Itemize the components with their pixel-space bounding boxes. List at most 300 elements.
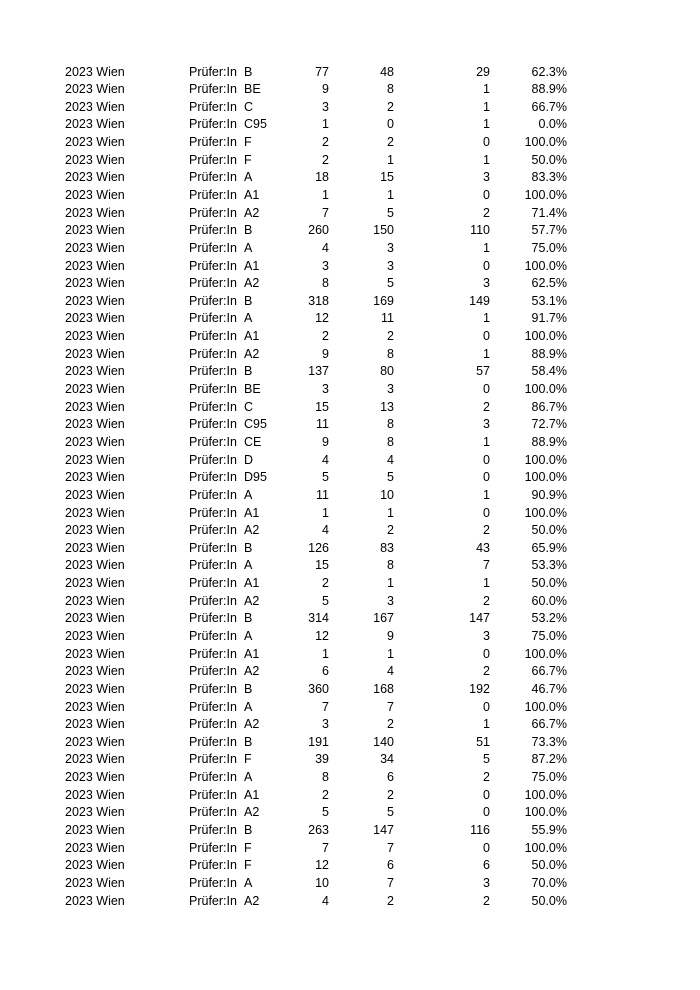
- total-count-cell: 3: [322, 382, 329, 397]
- passed-count-cell: 5: [387, 805, 394, 820]
- role-cell: Prüfer:In: [189, 523, 237, 538]
- role-cell: Prüfer:In: [189, 99, 237, 114]
- table-row: [0, 81, 700, 99]
- license-class-cell: C95: [244, 117, 267, 132]
- year-city-cell: 2023 Wien: [65, 364, 125, 379]
- table-row: [0, 822, 700, 840]
- failed-count-cell: 1: [483, 82, 490, 97]
- pass-rate-cell: 66.7%: [531, 99, 567, 114]
- license-class-cell: A1: [244, 329, 260, 344]
- license-class-cell: A1: [244, 787, 260, 802]
- passed-count-cell: 8: [387, 558, 394, 573]
- failed-count-cell: 0: [483, 787, 490, 802]
- total-count-cell: 5: [322, 805, 329, 820]
- license-class-cell: B: [244, 681, 253, 696]
- table-row: [0, 469, 700, 487]
- year-city-cell: 2023 Wien: [65, 205, 125, 220]
- pass-rate-cell: 86.7%: [531, 399, 567, 414]
- pass-rate-cell: 75.0%: [531, 770, 567, 785]
- year-city-cell: 2023 Wien: [65, 523, 125, 538]
- failed-count-cell: 57: [476, 364, 490, 379]
- total-count-cell: 5: [322, 470, 329, 485]
- year-city-cell: 2023 Wien: [65, 346, 125, 361]
- pass-rate-cell: 100.0%: [524, 382, 567, 397]
- failed-count-cell: 6: [483, 858, 490, 873]
- role-cell: Prüfer:In: [189, 258, 237, 273]
- table-row: [0, 716, 700, 734]
- pass-rate-cell: 88.9%: [531, 346, 567, 361]
- license-class-cell: B: [244, 223, 253, 238]
- license-class-cell: A2: [244, 717, 260, 732]
- total-count-cell: 8: [322, 276, 329, 291]
- pass-rate-cell: 57.7%: [531, 223, 567, 238]
- role-cell: Prüfer:In: [189, 434, 237, 449]
- failed-count-cell: 3: [483, 629, 490, 643]
- passed-count-cell: 2: [387, 135, 394, 150]
- table-row: [0, 593, 700, 611]
- table-row: [0, 787, 700, 805]
- role-cell: Prüfer:In: [189, 629, 237, 643]
- passed-count-cell: 5: [387, 276, 394, 291]
- pass-rate-cell: 0.0%: [538, 117, 567, 132]
- failed-count-cell: 2: [483, 893, 490, 908]
- license-class-cell: C: [244, 99, 254, 114]
- license-class-cell: F: [244, 858, 252, 873]
- failed-count-cell: 0: [483, 452, 490, 467]
- year-city-cell: 2023 Wien: [65, 646, 125, 661]
- table-row: [0, 452, 700, 470]
- pass-rate-cell: 91.7%: [531, 311, 567, 326]
- license-class-cell: CE: [244, 434, 262, 449]
- total-count-cell: 314: [308, 611, 329, 626]
- year-city-cell: 2023 Wien: [65, 399, 125, 414]
- license-class-cell: F: [244, 135, 252, 150]
- passed-count-cell: 0: [387, 117, 394, 132]
- failed-count-cell: 1: [483, 434, 490, 449]
- license-class-cell: F: [244, 840, 252, 855]
- role-cell: Prüfer:In: [189, 293, 237, 308]
- pass-rate-cell: 100.0%: [524, 787, 567, 802]
- table-row: [0, 310, 700, 328]
- passed-count-cell: 3: [387, 258, 394, 273]
- passed-count-cell: 6: [387, 770, 394, 785]
- pass-rate-cell: 100.0%: [524, 452, 567, 467]
- failed-count-cell: 2: [483, 523, 490, 538]
- role-cell: Prüfer:In: [189, 593, 237, 608]
- passed-count-cell: 8: [387, 346, 394, 361]
- role-cell: Prüfer:In: [189, 893, 237, 908]
- table-row: [0, 152, 700, 170]
- table-row: [0, 169, 700, 187]
- passed-count-cell: 2: [387, 893, 394, 908]
- table-row: [0, 258, 700, 276]
- failed-count-cell: 0: [483, 135, 490, 150]
- pass-rate-cell: 75.0%: [531, 629, 567, 643]
- license-class-cell: A1: [244, 505, 260, 520]
- year-city-cell: 2023 Wien: [65, 152, 125, 167]
- passed-count-cell: 2: [387, 523, 394, 538]
- table-row: [0, 346, 700, 364]
- table-row: [0, 381, 700, 399]
- pass-rate-cell: 62.5%: [531, 276, 567, 291]
- table-row: [0, 734, 700, 752]
- passed-count-cell: 7: [387, 699, 394, 714]
- passed-count-cell: 10: [380, 487, 394, 502]
- role-cell: Prüfer:In: [189, 152, 237, 167]
- year-city-cell: 2023 Wien: [65, 805, 125, 820]
- failed-count-cell: 1: [483, 717, 490, 732]
- passed-count-cell: 80: [380, 364, 394, 379]
- total-count-cell: 263: [308, 823, 329, 838]
- license-class-cell: B: [244, 540, 253, 555]
- license-class-cell: A: [244, 487, 253, 502]
- total-count-cell: 12: [315, 858, 329, 873]
- failed-count-cell: 1: [483, 311, 490, 326]
- pass-rate-cell: 50.0%: [531, 576, 567, 591]
- role-cell: Prüfer:In: [189, 117, 237, 132]
- role-cell: Prüfer:In: [189, 82, 237, 97]
- year-city-cell: 2023 Wien: [65, 734, 125, 749]
- pass-rate-cell: 100.0%: [524, 505, 567, 520]
- role-cell: Prüfer:In: [189, 752, 237, 767]
- pass-rate-cell: 58.4%: [531, 364, 567, 379]
- table-row: [0, 610, 700, 628]
- license-class-cell: A: [244, 629, 253, 643]
- year-city-cell: 2023 Wien: [65, 875, 125, 890]
- license-class-cell: A: [244, 875, 253, 890]
- failed-count-cell: 1: [483, 576, 490, 591]
- pass-rate-cell: 88.9%: [531, 82, 567, 97]
- passed-count-cell: 11: [381, 311, 394, 326]
- license-class-cell: A2: [244, 523, 260, 538]
- table-row: [0, 240, 700, 258]
- table-row: [0, 99, 700, 117]
- table-row: [0, 875, 700, 893]
- failed-count-cell: 3: [483, 276, 490, 291]
- license-class-cell: A2: [244, 346, 260, 361]
- year-city-cell: 2023 Wien: [65, 840, 125, 855]
- license-class-cell: A: [244, 770, 253, 785]
- pass-rate-cell: 100.0%: [524, 470, 567, 485]
- total-count-cell: 7: [322, 205, 329, 220]
- table-row: [0, 681, 700, 699]
- year-city-cell: 2023 Wien: [65, 558, 125, 573]
- total-count-cell: 3: [322, 258, 329, 273]
- total-count-cell: 2: [322, 135, 329, 150]
- year-city-cell: 2023 Wien: [65, 770, 125, 785]
- passed-count-cell: 150: [373, 223, 394, 238]
- license-class-cell: A: [244, 240, 253, 255]
- license-class-cell: F: [244, 752, 252, 767]
- failed-count-cell: 1: [483, 240, 490, 255]
- passed-count-cell: 3: [387, 593, 394, 608]
- passed-count-cell: 2: [387, 717, 394, 732]
- passed-count-cell: 1: [387, 576, 394, 591]
- failed-count-cell: 0: [483, 646, 490, 661]
- year-city-cell: 2023 Wien: [65, 576, 125, 591]
- pass-rate-cell: 100.0%: [524, 187, 567, 202]
- table-row: [0, 487, 700, 505]
- total-count-cell: 15: [315, 558, 329, 573]
- year-city-cell: 2023 Wien: [65, 487, 125, 502]
- license-class-cell: B: [244, 64, 253, 79]
- license-class-cell: B: [244, 734, 253, 749]
- license-class-cell: A1: [244, 646, 260, 661]
- failed-count-cell: 1: [483, 487, 490, 502]
- license-class-cell: B: [244, 611, 253, 626]
- table-row: [0, 804, 700, 822]
- failed-count-cell: 192: [469, 681, 490, 696]
- total-count-cell: 5: [322, 593, 329, 608]
- table-row: [0, 628, 700, 646]
- total-count-cell: 1: [322, 187, 329, 202]
- pass-rate-cell: 87.2%: [531, 752, 567, 767]
- pass-rate-cell: 100.0%: [524, 840, 567, 855]
- table-row: [0, 857, 700, 875]
- failed-count-cell: 116: [470, 823, 490, 838]
- table-row: [0, 328, 700, 346]
- failed-count-cell: 51: [476, 734, 490, 749]
- role-cell: Prüfer:In: [189, 823, 237, 838]
- year-city-cell: 2023 Wien: [65, 417, 125, 432]
- total-count-cell: 191: [308, 734, 329, 749]
- license-class-cell: C95: [244, 417, 267, 432]
- passed-count-cell: 3: [387, 240, 394, 255]
- total-count-cell: 15: [315, 399, 329, 414]
- table-row: [0, 840, 700, 858]
- table-row: [0, 399, 700, 417]
- role-cell: Prüfer:In: [189, 452, 237, 467]
- passed-count-cell: 147: [373, 823, 394, 838]
- license-class-cell: BE: [244, 382, 261, 397]
- pass-rate-cell: 73.3%: [531, 734, 567, 749]
- total-count-cell: 2: [322, 787, 329, 802]
- pass-rate-cell: 60.0%: [531, 593, 567, 608]
- table-row: [0, 64, 700, 82]
- pass-rate-cell: 83.3%: [531, 170, 567, 185]
- failed-count-cell: 0: [483, 699, 490, 714]
- year-city-cell: 2023 Wien: [65, 752, 125, 767]
- license-class-cell: D: [244, 452, 254, 467]
- table-row: [0, 275, 700, 293]
- year-city-cell: 2023 Wien: [65, 434, 125, 449]
- table-row: [0, 434, 700, 452]
- role-cell: Prüfer:In: [189, 487, 237, 502]
- year-city-cell: 2023 Wien: [65, 117, 125, 132]
- year-city-cell: 2023 Wien: [65, 311, 125, 326]
- total-count-cell: 137: [308, 364, 329, 379]
- year-city-cell: 2023 Wien: [65, 99, 125, 114]
- failed-count-cell: 43: [476, 540, 490, 555]
- role-cell: Prüfer:In: [189, 311, 237, 326]
- table-row: [0, 187, 700, 205]
- year-city-cell: 2023 Wien: [65, 681, 125, 696]
- license-class-cell: A: [244, 170, 253, 185]
- pass-rate-cell: 100.0%: [524, 135, 567, 150]
- year-city-cell: 2023 Wien: [65, 240, 125, 255]
- year-city-cell: 2023 Wien: [65, 593, 125, 608]
- pass-rate-cell: 66.7%: [531, 717, 567, 732]
- year-city-cell: 2023 Wien: [65, 787, 125, 802]
- total-count-cell: 9: [322, 346, 329, 361]
- total-count-cell: 126: [308, 540, 329, 555]
- role-cell: Prüfer:In: [189, 329, 237, 344]
- table-row: [0, 293, 700, 311]
- year-city-cell: 2023 Wien: [65, 187, 125, 202]
- total-count-cell: 7: [322, 840, 329, 855]
- failed-count-cell: 3: [483, 170, 490, 185]
- pass-rate-cell: 72.7%: [531, 417, 567, 432]
- pass-rate-cell: 90.9%: [531, 487, 567, 502]
- total-count-cell: 12: [315, 311, 329, 326]
- role-cell: Prüfer:In: [189, 611, 237, 626]
- pass-rate-cell: 50.0%: [531, 858, 567, 873]
- total-count-cell: 39: [315, 752, 329, 767]
- role-cell: Prüfer:In: [189, 417, 237, 432]
- table-row: [0, 363, 700, 381]
- passed-count-cell: 48: [380, 64, 394, 79]
- role-cell: Prüfer:In: [189, 875, 237, 890]
- passed-count-cell: 7: [387, 875, 394, 890]
- table-row: [0, 134, 700, 152]
- year-city-cell: 2023 Wien: [65, 64, 125, 79]
- role-cell: Prüfer:In: [189, 240, 237, 255]
- license-class-cell: A2: [244, 205, 260, 220]
- passed-count-cell: 8: [387, 417, 394, 432]
- passed-count-cell: 2: [387, 329, 394, 344]
- failed-count-cell: 7: [483, 558, 490, 573]
- passed-count-cell: 5: [387, 470, 394, 485]
- role-cell: Prüfer:In: [189, 364, 237, 379]
- failed-count-cell: 0: [483, 258, 490, 273]
- year-city-cell: 2023 Wien: [65, 629, 125, 643]
- license-class-cell: A2: [244, 593, 260, 608]
- license-class-cell: B: [244, 823, 253, 838]
- role-cell: Prüfer:In: [189, 382, 237, 397]
- role-cell: Prüfer:In: [189, 276, 237, 291]
- passed-count-cell: 1: [387, 152, 394, 167]
- pass-rate-cell: 88.9%: [531, 434, 567, 449]
- role-cell: Prüfer:In: [189, 646, 237, 661]
- total-count-cell: 2: [322, 152, 329, 167]
- total-count-cell: 4: [322, 523, 329, 538]
- license-class-cell: A2: [244, 276, 260, 291]
- pass-rate-cell: 62.3%: [531, 64, 567, 79]
- passed-count-cell: 34: [380, 752, 394, 767]
- role-cell: Prüfer:In: [189, 770, 237, 785]
- license-class-cell: A: [244, 311, 253, 326]
- total-count-cell: 9: [322, 434, 329, 449]
- role-cell: Prüfer:In: [189, 187, 237, 202]
- failed-count-cell: 3: [483, 875, 490, 890]
- table-row: [0, 699, 700, 717]
- passed-count-cell: 168: [373, 681, 394, 696]
- total-count-cell: 4: [322, 893, 329, 908]
- total-count-cell: 2: [322, 329, 329, 344]
- passed-count-cell: 169: [373, 293, 394, 308]
- role-cell: Prüfer:In: [189, 576, 237, 591]
- table-row: [0, 505, 700, 523]
- failed-count-cell: 2: [483, 399, 490, 414]
- year-city-cell: 2023 Wien: [65, 823, 125, 838]
- passed-count-cell: 15: [380, 170, 394, 185]
- total-count-cell: 8: [322, 770, 329, 785]
- year-city-cell: 2023 Wien: [65, 293, 125, 308]
- role-cell: Prüfer:In: [189, 170, 237, 185]
- license-class-cell: A2: [244, 893, 260, 908]
- total-count-cell: 1: [322, 646, 329, 661]
- total-count-cell: 11: [316, 487, 329, 502]
- pass-rate-cell: 100.0%: [524, 805, 567, 820]
- role-cell: Prüfer:In: [189, 135, 237, 150]
- failed-count-cell: 2: [483, 664, 490, 679]
- passed-count-cell: 1: [387, 646, 394, 661]
- role-cell: Prüfer:In: [189, 505, 237, 520]
- total-count-cell: 4: [322, 240, 329, 255]
- data-table: [0, 64, 700, 911]
- role-cell: Prüfer:In: [189, 346, 237, 361]
- year-city-cell: 2023 Wien: [65, 170, 125, 185]
- table-row: [0, 416, 700, 434]
- pass-rate-cell: 100.0%: [524, 699, 567, 714]
- failed-count-cell: 0: [483, 382, 490, 397]
- year-city-cell: 2023 Wien: [65, 664, 125, 679]
- failed-count-cell: 1: [483, 152, 490, 167]
- passed-count-cell: 4: [387, 664, 394, 679]
- failed-count-cell: 0: [483, 805, 490, 820]
- failed-count-cell: 0: [483, 505, 490, 520]
- failed-count-cell: 3: [483, 417, 490, 432]
- table-row: [0, 116, 700, 134]
- passed-count-cell: 9: [387, 629, 394, 643]
- license-class-cell: A: [244, 558, 253, 573]
- total-count-cell: 77: [315, 64, 329, 79]
- pass-rate-cell: 53.1%: [531, 293, 567, 308]
- total-count-cell: 3: [322, 99, 329, 114]
- passed-count-cell: 8: [387, 434, 394, 449]
- role-cell: Prüfer:In: [189, 664, 237, 679]
- role-cell: Prüfer:In: [189, 205, 237, 220]
- year-city-cell: 2023 Wien: [65, 858, 125, 873]
- failed-count-cell: 0: [483, 470, 490, 485]
- year-city-cell: 2023 Wien: [65, 258, 125, 273]
- year-city-cell: 2023 Wien: [65, 611, 125, 626]
- year-city-cell: 2023 Wien: [65, 82, 125, 97]
- passed-count-cell: 2: [387, 99, 394, 114]
- license-class-cell: A1: [244, 258, 260, 273]
- table-row: [0, 751, 700, 769]
- table-row: [0, 893, 700, 911]
- role-cell: Prüfer:In: [189, 805, 237, 820]
- passed-count-cell: 5: [387, 205, 394, 220]
- year-city-cell: 2023 Wien: [65, 329, 125, 344]
- failed-count-cell: 2: [483, 770, 490, 785]
- failed-count-cell: 1: [483, 346, 490, 361]
- total-count-cell: 318: [308, 293, 329, 308]
- role-cell: Prüfer:In: [189, 64, 237, 79]
- table-row: [0, 522, 700, 540]
- year-city-cell: 2023 Wien: [65, 699, 125, 714]
- license-class-cell: A2: [244, 664, 260, 679]
- pass-rate-cell: 70.0%: [531, 875, 567, 890]
- role-cell: Prüfer:In: [189, 699, 237, 714]
- failed-count-cell: 29: [476, 64, 490, 79]
- passed-count-cell: 2: [387, 787, 394, 802]
- failed-count-cell: 1: [483, 117, 490, 132]
- pass-rate-cell: 100.0%: [524, 258, 567, 273]
- total-count-cell: 11: [316, 417, 329, 432]
- passed-count-cell: 83: [380, 540, 394, 555]
